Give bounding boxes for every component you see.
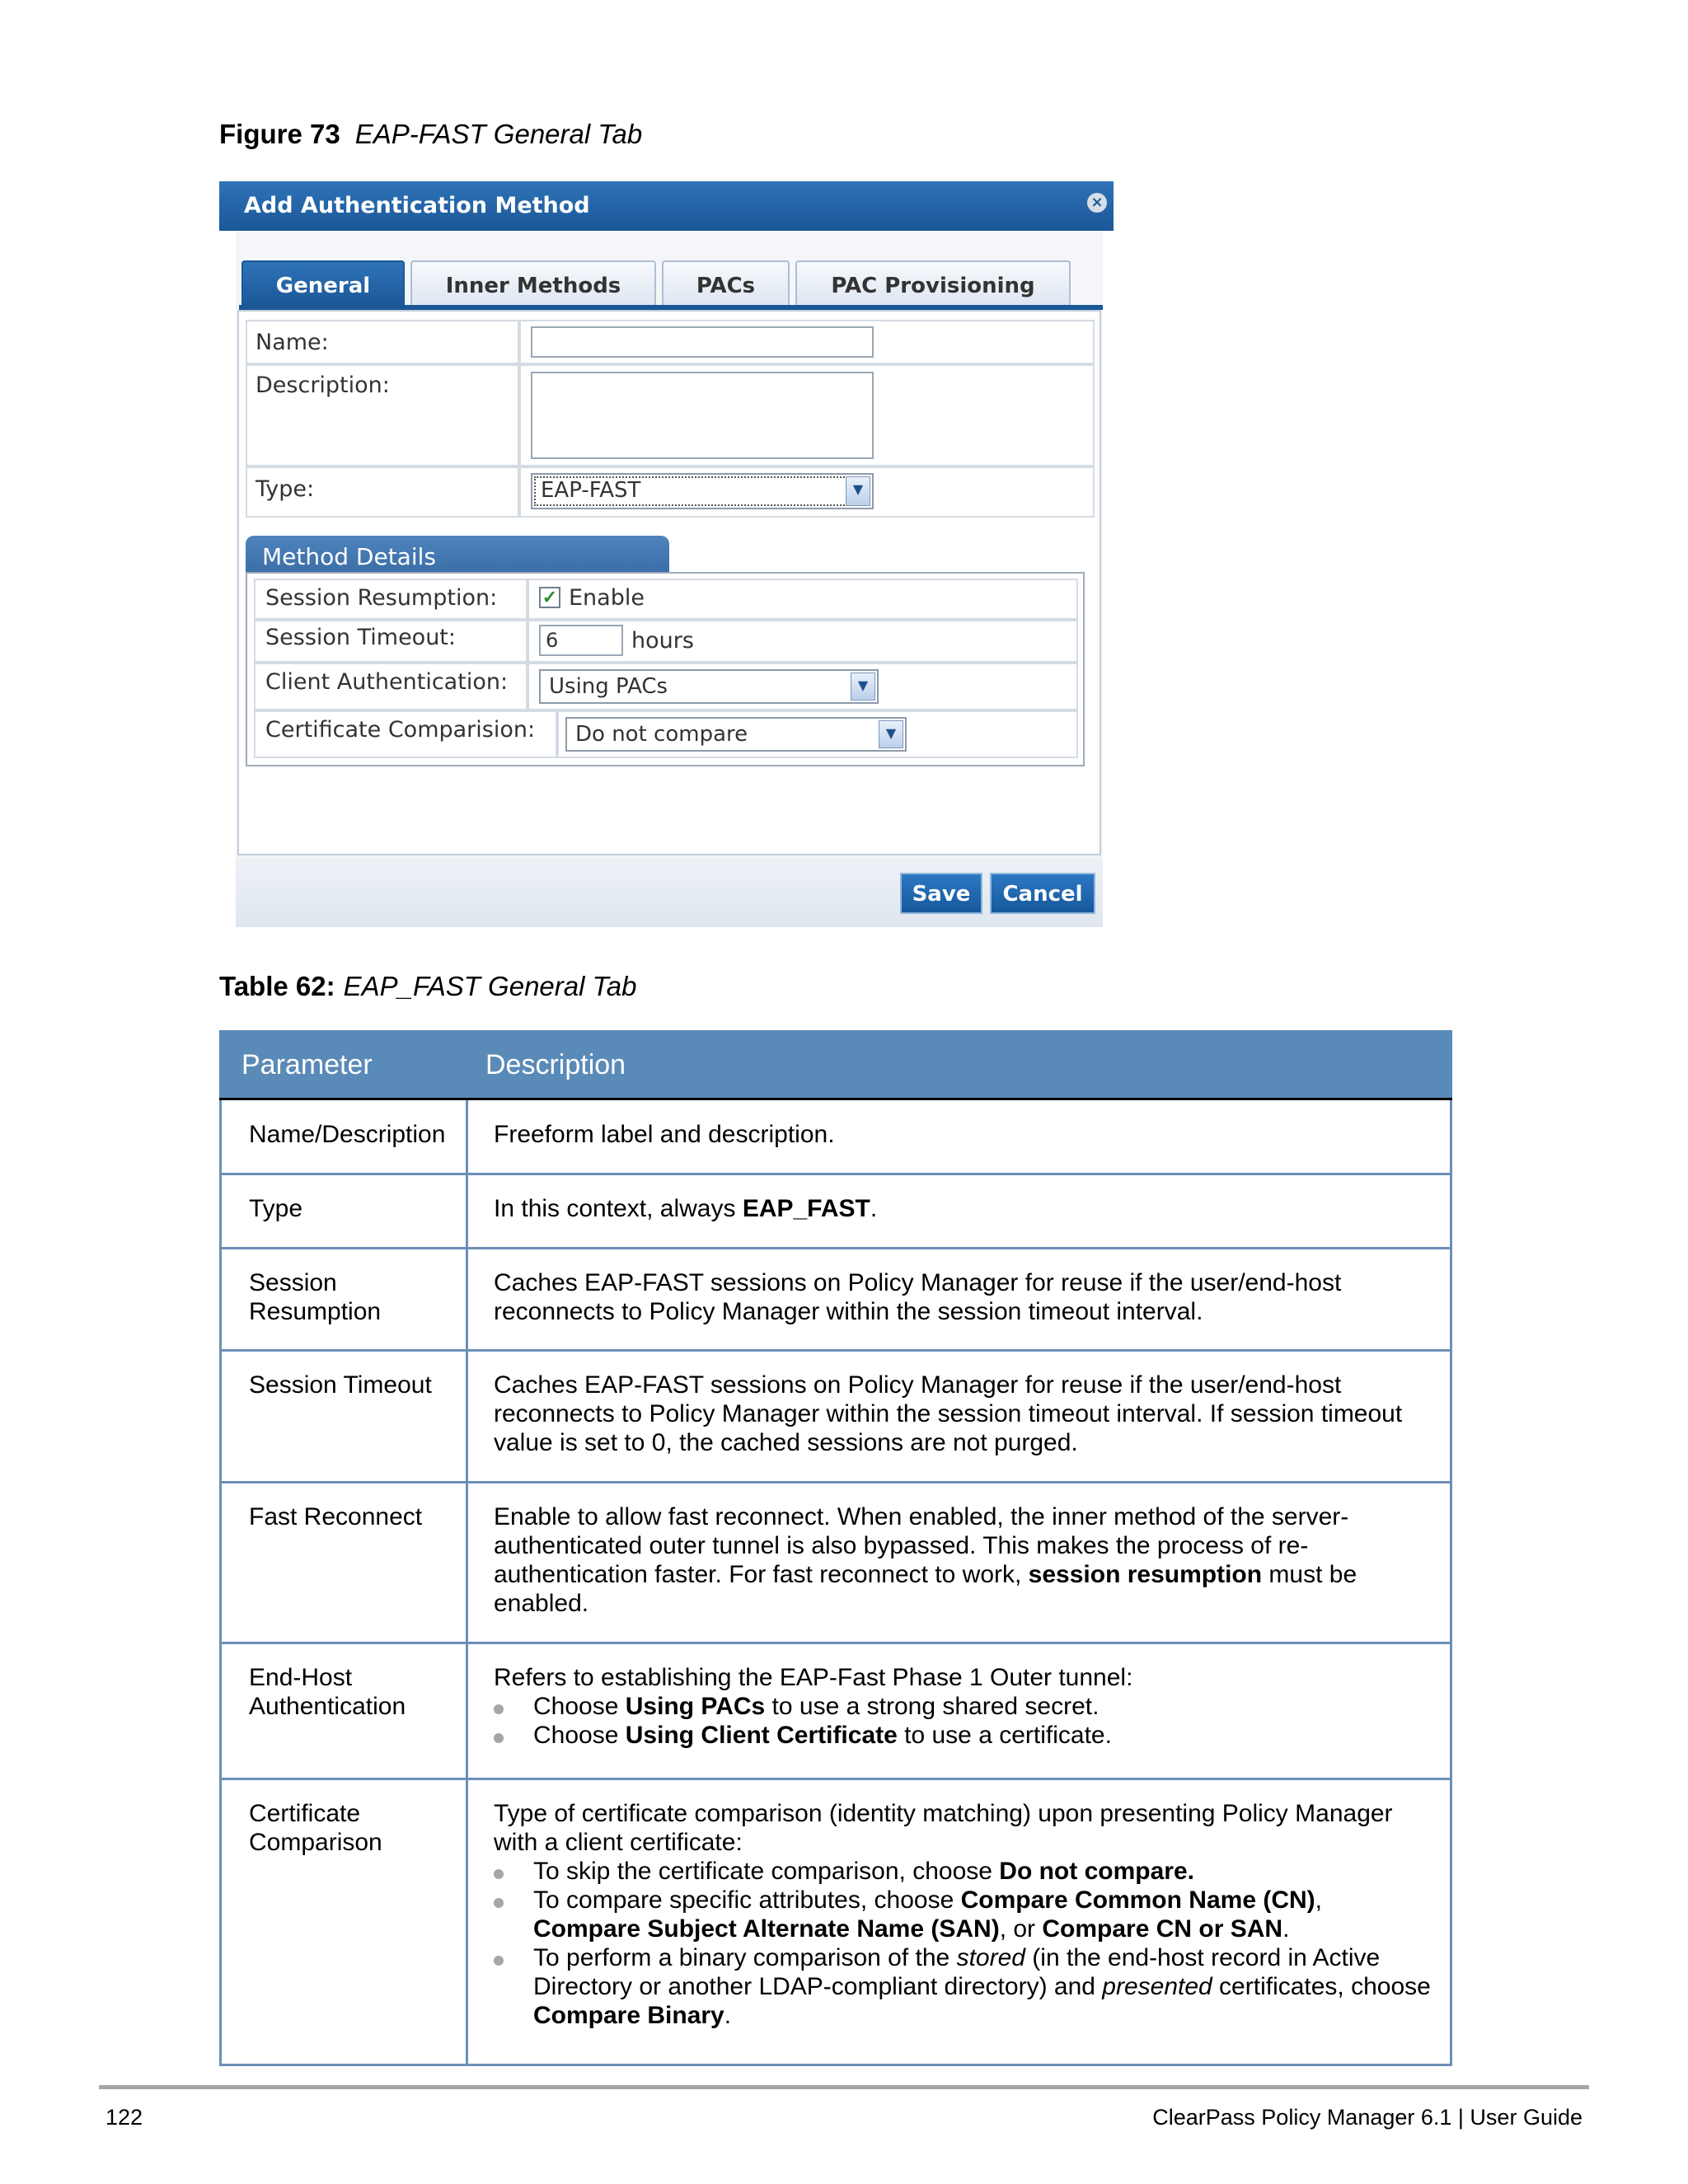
table-row-param: Session Timeout bbox=[249, 1371, 432, 1399]
doc-title: ClearPass Policy Manager 6.1 | User Guide bbox=[1152, 2105, 1582, 2130]
description-label-cell bbox=[246, 364, 519, 466]
tab-pac-provisioning[interactable]: PAC Provisioning bbox=[795, 260, 1071, 307]
table-row-param: Session Resumption bbox=[249, 1269, 382, 1325]
cert-comparison-label-cell bbox=[254, 710, 557, 758]
cancel-button[interactable]: Cancel bbox=[990, 873, 1095, 914]
desc-text: must be enabled. bbox=[494, 1561, 1357, 1617]
desc-text: To skip the certificate comparison, choose bbox=[533, 1858, 1000, 1885]
desc-text: to use a strong shared secret. bbox=[765, 1693, 1100, 1720]
table-row-desc: Caches EAP-FAST sessions on Policy Manager for reuse if the user/end-host reconnects to Policy Manager within the session timeout interval. If session timeout value is set to 0, the cached sessions are not purged. bbox=[494, 1371, 1403, 1456]
chevron-down-icon: ▼ bbox=[846, 476, 870, 506]
header-parameter: Parameter bbox=[241, 1049, 373, 1080]
desc-bold: Using Client Certificate bbox=[625, 1722, 898, 1749]
table-row-param: Type bbox=[249, 1195, 303, 1222]
table-row-desc: Freeform label and description. bbox=[494, 1121, 835, 1148]
session-resumption-checkbox[interactable]: ✓ bbox=[539, 587, 560, 608]
session-timeout-label: Session Timeout: bbox=[265, 625, 456, 650]
dialog-title: Add Authentication Method bbox=[244, 193, 590, 218]
cert-comparison-label: Certificate Comparision: bbox=[265, 717, 536, 743]
desc-bold: Do not compare. bbox=[999, 1858, 1194, 1885]
cert-comparison-select-value: Do not compare bbox=[575, 722, 748, 747]
table-row-param: Fast Reconnect bbox=[249, 1503, 423, 1530]
desc-text: To perform a binary comparison of the bbox=[533, 1944, 957, 1971]
name-label-cell bbox=[246, 320, 519, 364]
list-item bbox=[494, 1692, 1433, 1721]
desc-text: , bbox=[1315, 1886, 1322, 1914]
header-description: Description bbox=[485, 1049, 626, 1080]
list-item bbox=[494, 1721, 1433, 1750]
desc-text: Enable to allow fast reconnect. When enabled, the inner method of the server-authenticated outer tunnel is also bypassed. This makes the process of re-authentication faster. For fast reconnect to work, bbox=[494, 1503, 1349, 1588]
chevron-down-icon: ▼ bbox=[851, 673, 875, 701]
row-divider bbox=[222, 1247, 1450, 1249]
session-timeout-label-cell bbox=[254, 620, 528, 663]
desc-bold: Compare Common Name (CN) bbox=[960, 1886, 1315, 1914]
session-timeout-input[interactable]: 6 bbox=[539, 625, 623, 656]
tab-pacs[interactable]: PACs bbox=[662, 260, 790, 307]
table-row-param: Certificate Comparison bbox=[249, 1800, 382, 1856]
cert-comparison-select[interactable] bbox=[565, 717, 907, 752]
desc-text: . bbox=[1282, 1915, 1290, 1943]
desc-text: To compare specific attributes, choose bbox=[533, 1886, 961, 1914]
tab-general[interactable]: General bbox=[241, 260, 405, 307]
description-label: Description: bbox=[256, 373, 390, 398]
client-auth-select[interactable] bbox=[539, 669, 879, 704]
description-textarea[interactable] bbox=[531, 372, 874, 459]
type-label: Type: bbox=[256, 476, 315, 502]
name-input[interactable] bbox=[531, 326, 874, 358]
table-row-desc bbox=[494, 1799, 1433, 2030]
table-row-param: Name/Description bbox=[249, 1121, 446, 1148]
figure-title: EAP-FAST General Tab bbox=[354, 119, 643, 149]
desc-text: . bbox=[870, 1195, 878, 1222]
tab-inner-methods[interactable]: Inner Methods bbox=[410, 260, 656, 307]
figure-caption bbox=[219, 119, 642, 150]
table-title: EAP_FAST General Tab bbox=[343, 971, 637, 1001]
desc-text: to use a certificate. bbox=[897, 1722, 1112, 1749]
method-details-header: Method Details bbox=[246, 536, 669, 574]
list-item bbox=[494, 1886, 1433, 1943]
session-resumption-label-cell bbox=[254, 579, 528, 620]
table-row-desc bbox=[494, 1194, 1433, 1223]
chevron-down-icon: ▼ bbox=[879, 720, 903, 748]
name-label: Name: bbox=[256, 330, 329, 355]
type-select[interactable] bbox=[531, 473, 874, 509]
row-divider bbox=[222, 1481, 1450, 1483]
desc-bold: EAP_FAST bbox=[742, 1195, 870, 1222]
desc-text: Choose bbox=[533, 1693, 626, 1720]
desc-text: Choose bbox=[533, 1722, 626, 1749]
column-divider bbox=[466, 1100, 468, 2064]
row-divider bbox=[222, 1778, 1450, 1780]
enable-label: Enable bbox=[569, 585, 645, 611]
desc-bold: session resumption bbox=[1028, 1561, 1263, 1588]
row-divider bbox=[222, 1173, 1450, 1175]
client-auth-label: Client Authentication: bbox=[265, 669, 509, 695]
desc-text: , or bbox=[999, 1915, 1043, 1943]
desc-bold: Compare Binary bbox=[533, 2002, 724, 2029]
desc-bold: Compare Subject Alternate Name (SAN) bbox=[533, 1915, 1000, 1943]
client-auth-label-cell bbox=[254, 663, 528, 710]
client-auth-select-value: Using PACs bbox=[549, 674, 668, 699]
table-number: Table 62: bbox=[219, 971, 335, 1001]
desc-bold: Using PACs bbox=[625, 1693, 766, 1720]
close-icon[interactable]: × bbox=[1087, 193, 1107, 213]
desc-italic: presented bbox=[1102, 1973, 1212, 2000]
list-item bbox=[494, 1857, 1433, 1886]
desc-bold: Compare CN or SAN bbox=[1042, 1915, 1283, 1943]
session-resumption-label: Session Resumption: bbox=[265, 585, 498, 611]
footer-rule bbox=[99, 2085, 1589, 2089]
save-button[interactable]: Save bbox=[900, 873, 982, 914]
desc-text: certificates, choose bbox=[1212, 1973, 1431, 2000]
row-divider bbox=[222, 1349, 1450, 1352]
table-row-desc: Caches EAP-FAST sessions on Policy Manager for reuse if the user/end-host reconnects to Policy Manager within the session timeout interval. bbox=[494, 1269, 1342, 1325]
table-body bbox=[219, 1100, 1452, 2066]
list-item bbox=[494, 1943, 1433, 2030]
desc-text: In this context, always bbox=[494, 1195, 743, 1222]
table-header bbox=[219, 1030, 1452, 1099]
desc-text: . bbox=[724, 2002, 732, 2029]
desc-text: (in the end-host record in Active Directory or another LDAP-compliant directory) and bbox=[533, 1944, 1381, 2000]
table-row-desc bbox=[494, 1502, 1433, 1618]
desc-italic: stored bbox=[956, 1944, 1025, 1971]
type-label-cell bbox=[246, 466, 519, 518]
type-select-value: EAP-FAST bbox=[541, 478, 641, 503]
table-row-desc bbox=[494, 1663, 1433, 1750]
row-divider bbox=[222, 1642, 1450, 1644]
table-caption bbox=[219, 971, 636, 1002]
dialog-title-bar bbox=[219, 181, 1114, 231]
page-number: 122 bbox=[106, 2105, 143, 2130]
table-row-param: End-Host Authentication bbox=[249, 1664, 406, 1720]
desc-intro: Type of certificate comparison (identity matching) upon presenting Policy Manager with a client certificate: bbox=[494, 1800, 1393, 1856]
figure-number: Figure 73 bbox=[219, 119, 340, 149]
desc-intro: Refers to establishing the EAP-Fast Phase 1 Outer tunnel: bbox=[494, 1664, 1133, 1691]
hours-label: hours bbox=[631, 628, 694, 654]
